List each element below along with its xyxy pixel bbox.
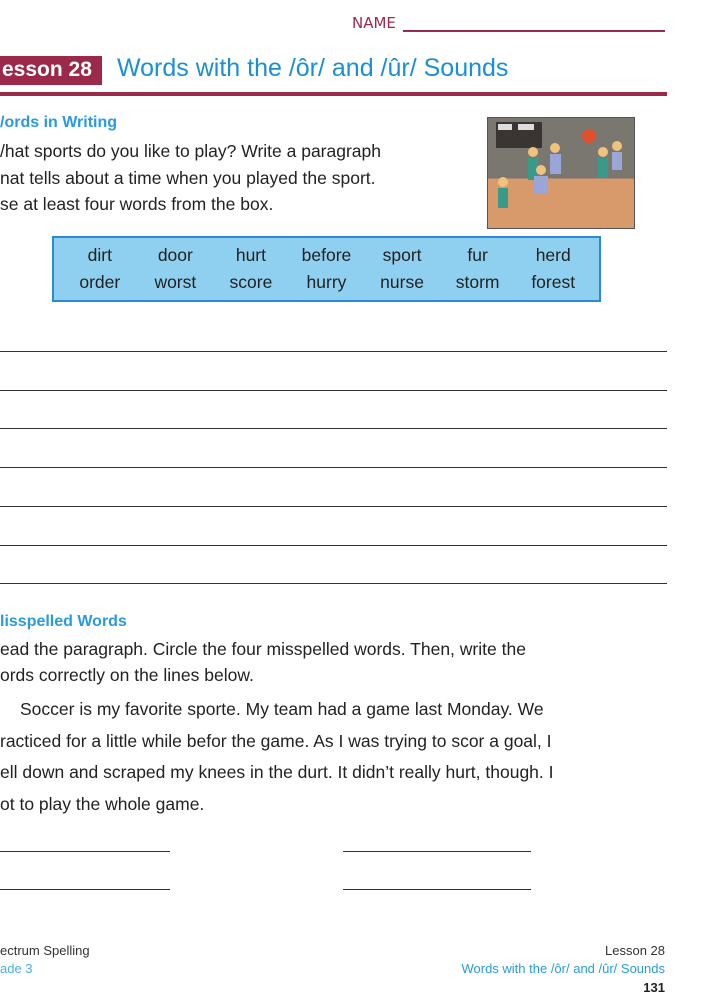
word: forest — [531, 272, 576, 292]
word: fur — [467, 245, 488, 265]
writing-line-blank[interactable] — [0, 390, 667, 391]
basketball-illustration — [487, 117, 635, 229]
word: dirt — [87, 245, 112, 265]
instruction-line: ead the paragraph. Circle the four misspelled words. Then, write the — [0, 639, 526, 659]
word: herd — [535, 245, 571, 265]
writing-line: nat tells about a time when you played the sport. — [0, 168, 376, 188]
footer-book: ectrum Spelling — [0, 943, 90, 958]
page-title: Words with the /ôr/ and /ûr/ Sounds — [117, 54, 509, 82]
word: before — [301, 245, 352, 265]
word: hurry — [306, 272, 347, 292]
writing-line-blank[interactable] — [0, 506, 667, 507]
name-label: NAME — [352, 14, 396, 32]
footer-lesson: Lesson 28 — [605, 943, 665, 958]
word: order — [79, 272, 121, 292]
word: door — [157, 245, 193, 265]
writing-heading: /ords in Writing — [0, 114, 118, 131]
paragraph-line: Soccer is my favorite sporte. My team had a game last Monday. We — [20, 699, 544, 719]
writing-line-blank[interactable] — [0, 428, 667, 429]
page-number: 131 — [643, 980, 665, 995]
misspelled-heading: lisspelled Words — [0, 613, 127, 630]
word: worst — [154, 272, 197, 292]
word-box — [52, 236, 601, 302]
answer-line[interactable] — [343, 889, 531, 890]
title-rule — [0, 92, 667, 96]
lesson-badge: esson 28 — [0, 56, 102, 85]
word: hurt — [235, 245, 266, 265]
writing-line: /hat sports do you like to play? Write a paragraph — [0, 141, 382, 161]
answer-line[interactable] — [0, 851, 170, 852]
name-line[interactable] — [403, 30, 665, 32]
instruction-line: ords correctly on the lines below. — [0, 665, 254, 685]
footer-subtitle: Words with the /ôr/ and /ûr/ Sounds — [461, 961, 665, 976]
writing-line-blank[interactable] — [0, 545, 667, 546]
paragraph-line: ell down and scraped my knees in the durt. It didn’t really hurt, though. I — [0, 762, 554, 782]
writing-line-blank[interactable] — [0, 583, 667, 584]
writing-line-blank[interactable] — [0, 351, 667, 352]
word: storm — [455, 272, 500, 292]
word: sport — [382, 245, 422, 265]
answer-line[interactable] — [343, 851, 531, 852]
answer-line[interactable] — [0, 889, 170, 890]
paragraph-line: racticed for a little while befor the game. As I was trying to scor a goal, I — [0, 731, 552, 751]
footer-grade: ade 3 — [0, 961, 33, 976]
paragraph-line: ot to play the whole game. — [0, 794, 205, 814]
writing-line: se at least four words from the box. — [0, 194, 274, 214]
word: score — [229, 272, 273, 292]
word: nurse — [380, 272, 424, 292]
writing-line-blank[interactable] — [0, 467, 667, 468]
